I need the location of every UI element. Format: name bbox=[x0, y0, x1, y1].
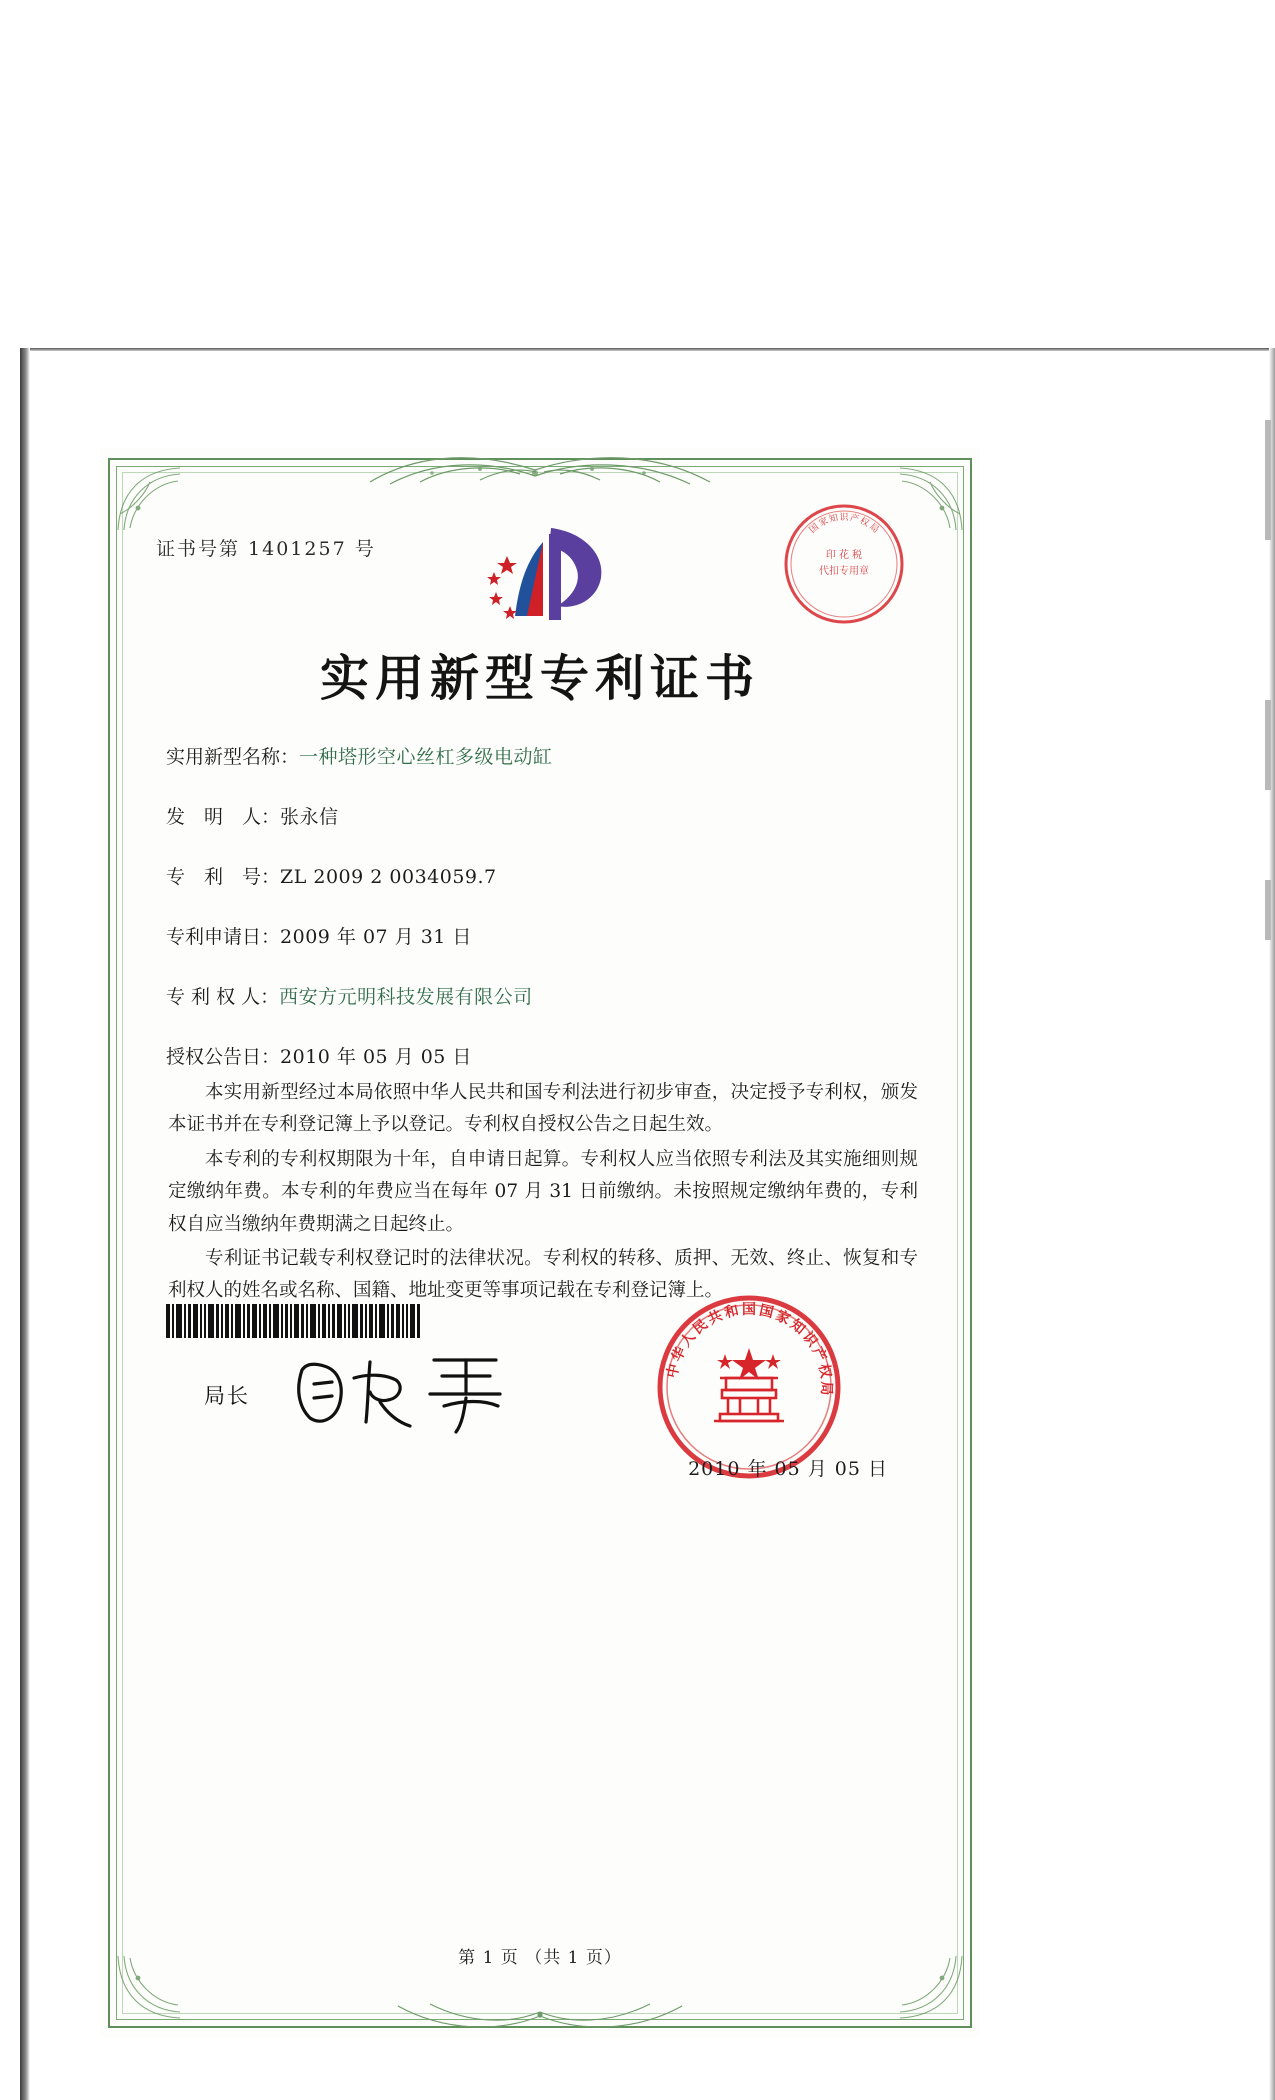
svg-text:知: 知 bbox=[786, 1316, 808, 1338]
svg-text:权: 权 bbox=[857, 516, 871, 530]
paragraph: 专利证书记载专利权登记时的法律状况。专利权的转移、质押、无效、终止、恢复和专利权人的姓名或名称、国籍、地址变更等事项记载在专利登记簿上。 bbox=[168, 1247, 918, 1302]
scan-edge-right bbox=[1269, 348, 1275, 2100]
svg-text:中: 中 bbox=[664, 1362, 683, 1380]
field-value: 2009 年 07 月 31 日 bbox=[280, 926, 472, 948]
stamp-duty-seal-icon bbox=[782, 502, 906, 626]
svg-text:家: 家 bbox=[817, 516, 831, 530]
svg-text:产: 产 bbox=[848, 513, 860, 526]
barcode bbox=[166, 1304, 451, 1338]
svg-text:共: 共 bbox=[705, 1307, 726, 1329]
field-row bbox=[166, 742, 926, 769]
certificate-content bbox=[144, 492, 936, 1994]
director-label: 局长 bbox=[204, 1384, 250, 1408]
field-value: 张永信 bbox=[280, 806, 339, 828]
field-label: 实用新型名称： bbox=[166, 746, 300, 768]
field-value: 一种塔形空心丝杠多级电动缸 bbox=[299, 746, 553, 768]
paragraph: 本专利的专利权期限为十年，自申请日起算。专利权人应当依照专利法及其实施细则规定缴纳年费。本专利的年费应当在每年 07 月 31 日前缴纳。未按照规定缴纳年费的，专利权自应当缴纳年费期满之日起终止。 bbox=[168, 1148, 918, 1235]
scan-edge-left bbox=[20, 348, 30, 2100]
page-title: 实用新型专利证书 bbox=[319, 649, 760, 707]
certificate-body-text bbox=[168, 1077, 918, 1310]
paragraph: 本实用新型经过本局依照中华人民共和国专利法进行初步审查，决定授予专利权，颁发本证书并在专利登记簿上予以登记。专利权自授权公告之日起生效。 bbox=[168, 1082, 918, 1136]
svg-text:国: 国 bbox=[807, 522, 822, 536]
certificate-fields bbox=[166, 742, 926, 1102]
svg-text:印 花 税: 印 花 税 bbox=[825, 550, 863, 561]
patent-certificate bbox=[100, 448, 980, 2038]
field-label: 专利申请日： bbox=[166, 926, 281, 948]
field-row bbox=[166, 802, 926, 829]
field-label: 专 利 权 人： bbox=[166, 986, 280, 1008]
field-value: ZL 2009 2 0034059.7 bbox=[280, 866, 497, 888]
scan-artifact bbox=[1265, 880, 1271, 940]
field-value: 2010 年 05 月 05 日 bbox=[280, 1046, 472, 1068]
svg-text:代扣专用章: 代扣专用章 bbox=[819, 566, 869, 577]
page-footer: 第 1 页 （共 1 页） bbox=[458, 1948, 622, 1968]
svg-text:人: 人 bbox=[677, 1329, 699, 1351]
svg-text:产: 产 bbox=[808, 1344, 829, 1365]
field-label: 专 利 号： bbox=[166, 866, 281, 888]
svg-text:家: 家 bbox=[772, 1307, 793, 1329]
svg-text:和: 和 bbox=[723, 1302, 741, 1322]
field-label: 授权公告日： bbox=[166, 1046, 281, 1068]
scan-edge-top bbox=[20, 348, 1275, 351]
sipo-emblem-icon bbox=[465, 520, 615, 630]
field-value: 西安方元明科技发展有限公司 bbox=[279, 986, 533, 1008]
svg-text:民: 民 bbox=[690, 1316, 712, 1338]
seal-date: 2010 年 05 月 05 日 bbox=[688, 1458, 888, 1480]
svg-text:识: 识 bbox=[799, 1329, 821, 1351]
certificate-number: 证书号第 1401257 号 bbox=[156, 538, 376, 560]
svg-text:华: 华 bbox=[669, 1344, 690, 1365]
field-label: 发 明 人： bbox=[166, 806, 281, 828]
svg-text:权: 权 bbox=[815, 1362, 834, 1380]
ornament-bottom-icon bbox=[390, 1998, 690, 2042]
field-row bbox=[166, 862, 926, 889]
ornament-top-icon bbox=[360, 442, 720, 492]
svg-text:识: 识 bbox=[839, 513, 849, 523]
field-row bbox=[166, 982, 926, 1009]
svg-text:国: 国 bbox=[742, 1302, 756, 1318]
field-row bbox=[166, 922, 926, 949]
svg-text:局: 局 bbox=[817, 1381, 835, 1396]
scan-artifact bbox=[1265, 420, 1271, 540]
director-signature bbox=[284, 1344, 514, 1439]
svg-text:国: 国 bbox=[757, 1302, 775, 1322]
svg-text:局: 局 bbox=[866, 522, 881, 536]
scan-artifact bbox=[1265, 700, 1271, 790]
field-row bbox=[166, 1042, 926, 1069]
svg-text:知: 知 bbox=[828, 513, 840, 526]
